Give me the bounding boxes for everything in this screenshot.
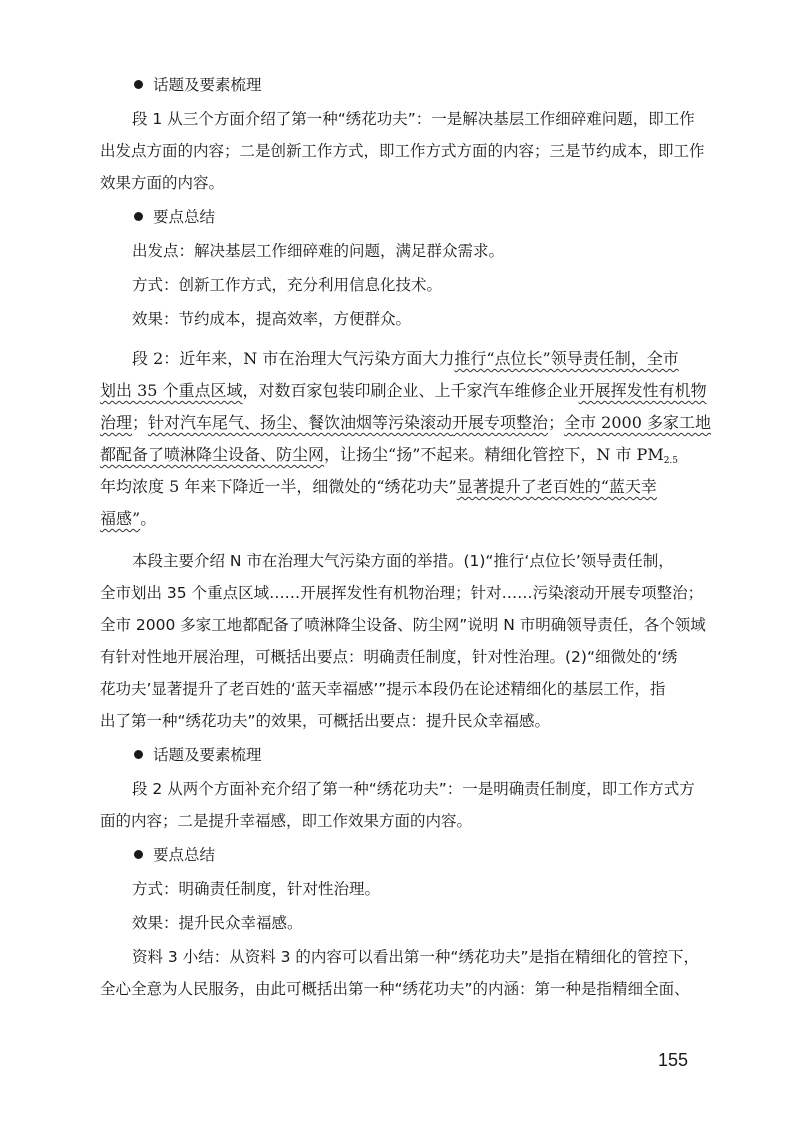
text-line: 全市 2000 多家工地都配备了喷淋降尘设备、防尘网”说明 N 市明确领导责任，各个领域 <box>100 616 706 634</box>
bullet-icon <box>134 212 143 221</box>
quote-line: 年均浓度 5 年来下降近一半，细微处的“绣花功夫”显著提升了老百姓的“蓝天幸 <box>100 477 657 496</box>
underlined-key-phrase: 划出 35 个重点区域 <box>100 381 243 400</box>
text-line: 效果：节约成本，提高效率，方便群众。 <box>132 310 412 328</box>
section-heading: 要点总结 <box>100 844 690 866</box>
underlined-key-phrase: 福感” <box>100 509 141 528</box>
underlined-key-phrase: 针对汽车尾气、扬尘、餐饮油烟等污染滚动 <box>148 413 453 432</box>
text-line: 出发点方面的内容；二是创新工作方式，即工作方式方面的内容；三是节约成本，即工作 <box>100 142 705 160</box>
quote-line: 都配备了喷淋降尘设备、防尘网，让扬尘“扬”不起来。精细化管控下，N 市 $PM_{2.5}$ <box>100 445 679 466</box>
underlined-key-phrase: 开展专项整治 <box>452 413 549 432</box>
quote-line: 划出 35 个重点区域，对数百家包装印刷企业、上千家汽车维修企业开展挥发性有机物 <box>100 381 707 400</box>
text-line: 全心全意为人民服务，由此可概括出第一种“绣花功夫”的内涵：第一种是指精细全面、 <box>100 980 690 998</box>
text-line: 有针对性地开展治理，可概括出要点：明确责任制度，针对性治理。(2)“细微处的‘绣 <box>100 648 678 666</box>
text-line: 本段主要介绍 N 市在治理大气污染方面的举措。(1)“推行‘点位长’领导责任制， <box>132 552 674 570</box>
text-line: 出了第一种“绣花功夫”的效果，可概括出要点：提升民众幸福感。 <box>100 712 551 730</box>
page-number: 155 <box>658 1050 689 1070</box>
section-heading: 要点总结 <box>100 206 690 228</box>
underlined-key-phrase: 全市 2000 多家工地 <box>564 413 711 432</box>
text-line: 资料 3 小结：从资料 3 的内容可以看出第一种“绣花功夫”是指在精细化的管控下， <box>132 948 699 966</box>
subscript: 2.5 <box>663 456 679 466</box>
section-heading: 话题及要素梳理 <box>100 74 690 96</box>
underlined-key-phrase: 显著提升了老百姓的“蓝天幸 <box>456 477 657 496</box>
text-line: 面的内容；二是提升幸福感，即工作效果方面的内容。 <box>100 812 473 830</box>
text-line: 段 2 从两个方面补充介绍了第一种“绣花功夫”：一是明确责任制度，即工作方式方 <box>132 780 695 798</box>
bullet-icon <box>134 850 143 859</box>
text-line: 出发点：解决基层工作细碎难的问题，满足群众需求。 <box>132 242 505 260</box>
underlined-key-phrase: 都配备了喷淋降尘设备、防尘网 <box>100 445 325 464</box>
text-line: 效果方面的内容。 <box>100 174 225 192</box>
text-line: 段 1 从三个方面介绍了第一种“绣花功夫”：一是解决基层工作细碎难问题，即工作 <box>132 110 695 128</box>
bullet-icon <box>134 750 143 759</box>
text-line: 效果：提升民众幸福感。 <box>132 914 303 932</box>
quote-line: 福感”。 <box>100 509 157 528</box>
underlined-key-phrase: 推行“点位长”领导责任制，全市 <box>454 349 679 368</box>
quote-line: 治理；针对汽车尾气、扬尘、餐饮油烟等污染滚动开展专项整治；全市 2000 多家工地 <box>100 413 711 432</box>
section-heading: 话题及要素梳理 <box>100 744 690 766</box>
underlined-key-phrase: 治理 <box>100 413 133 432</box>
text-line: 全市划出 35 个重点区域……开展挥发性有机物治理；针对……污染滚动开展专项整治； <box>100 584 704 602</box>
text-line: 花功夫’显著提升了老百姓的‘蓝天幸福感’”提示本段仍在论述精细化的基层工作，指 <box>100 680 666 698</box>
quote-line: 段 2：近年来，N 市在治理大气污染方面大力推行“点位长”领导责任制，全市 <box>132 349 679 368</box>
underlined-key-phrase: 开展挥发性有机物 <box>578 381 707 400</box>
bullet-icon <box>134 80 143 89</box>
text-line: 方式：明确责任制度，针对性治理。 <box>132 880 381 898</box>
text-line: 方式：创新工作方式，充分利用信息化技术。 <box>132 276 443 294</box>
